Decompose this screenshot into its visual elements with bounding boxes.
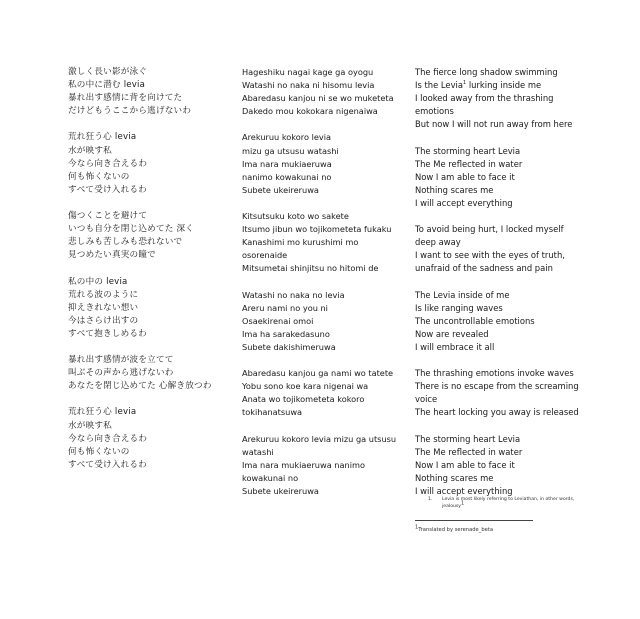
lyric-line: Itsumo jibun wo tojikometeta fukaku xyxy=(242,224,392,235)
lyric-line: 今なら向き合えるわ xyxy=(68,158,148,169)
lyric-line: あなたを閉じ込めてた 心解き放つわ xyxy=(68,381,212,392)
lyric-line: Dakedo mou kokokara nigenaiwa xyxy=(242,106,378,117)
lyric-line: 今なら向き合えるわ xyxy=(68,433,148,444)
romaji-stanza xyxy=(242,289,412,354)
lyric-line: Watashi no naka ni hisomu levia xyxy=(242,80,375,91)
lyric-line: 私の中の levia xyxy=(68,276,128,287)
footnote-text-body: Levia is most likely referring to Leviathan, in other words, jealousy xyxy=(442,497,575,509)
lyric-line: 私の中に潜む levia xyxy=(68,80,146,91)
romaji-stanza xyxy=(242,210,412,275)
lyric-line: unafraid of the sadness and pain xyxy=(415,263,553,274)
lyric-line: 見つめたい真実の瞳で xyxy=(68,250,156,261)
lyric-line: The Levia inside of me xyxy=(415,289,510,300)
english-stanza xyxy=(415,66,575,131)
english-stanza xyxy=(415,145,575,210)
footnote-text-sup: 1 xyxy=(461,500,465,507)
lyric-line: Ima nara mukiaeruwa xyxy=(242,158,332,169)
lyric-line: I want to see with the eyes of truth, xyxy=(415,250,565,261)
lyric-line: Now are revealed xyxy=(415,328,489,339)
lyric-line: Arekuruu kokoro levia mizu ga utsusu xyxy=(242,433,397,444)
romaji-stanza xyxy=(242,131,412,196)
lyric-line: Hageshiku nagai kage ga oyogu xyxy=(242,67,374,77)
lyric-line: すべて受け入れるわ xyxy=(68,459,147,470)
credit-sup: 1 xyxy=(415,524,419,531)
japanese-stanza xyxy=(68,210,238,262)
english-stanza xyxy=(415,289,575,354)
lyric-line: There is no escape from the screaming xyxy=(415,381,579,392)
credit-text: Translated by serenade_beta xyxy=(418,527,494,533)
japanese-lyrics-column xyxy=(68,66,238,485)
footnote-number: 1. xyxy=(428,497,433,502)
lyric-line: Nothing scares me xyxy=(415,472,494,483)
lyric-line: すべて受け入れるわ xyxy=(68,184,147,195)
lyric-line: Subete ukeireruwa xyxy=(242,184,319,195)
footnote-marker: 1 xyxy=(463,80,467,87)
lyric-line: Mitsumetai shinjitsu no hitomi de xyxy=(242,263,379,274)
lyric-line: 暴れ出す感情に背を向けてた xyxy=(68,93,183,104)
lyric-line: 荒れ狂う心 levia xyxy=(68,407,137,418)
japanese-stanza xyxy=(68,354,238,393)
japanese-stanza xyxy=(68,66,238,118)
romaji-stanza xyxy=(242,367,412,419)
romaji-stanza xyxy=(242,433,412,498)
footnote-text xyxy=(442,496,578,510)
lyric-line: 抑えきれない想い xyxy=(68,302,139,313)
lyric-line xyxy=(415,79,575,92)
lyric-line: いつも自分を閉じ込めてた 深く xyxy=(68,224,195,235)
lyric-line: kowakunai no xyxy=(242,472,299,483)
lyric-line: Arekuruu kokoro levia xyxy=(242,132,332,143)
lyric-line: The heart locking you away is released xyxy=(415,407,579,418)
lyric-line: The storming heart Levia xyxy=(415,433,521,444)
lyric-line: Areru nami no you ni xyxy=(242,302,328,313)
japanese-stanza xyxy=(68,406,238,471)
lyric-line: The storming heart Levia xyxy=(415,145,521,156)
lyric-line: Ima nara mukiaeruwa nanimo xyxy=(242,459,365,470)
lyric-line: tokihanatsuwa xyxy=(242,407,303,418)
lyric-line: Is like ranging waves xyxy=(415,302,503,313)
lyric-line: I will accept everything xyxy=(415,197,513,208)
lyric-line: I will embrace it all xyxy=(415,341,495,352)
lyric-line: Yobu sono koe kara nigenai wa xyxy=(242,381,369,392)
lyric-line: Kanashimi mo kurushimi mo xyxy=(242,237,359,248)
lyric-line: 水が映す私 xyxy=(68,145,112,156)
lyric-line: 何も怖くないの xyxy=(68,446,130,457)
lyric-line: 荒れ狂う心 levia xyxy=(68,132,137,143)
japanese-stanza xyxy=(68,131,238,196)
lyric-line: osorenaide xyxy=(242,250,288,261)
lyric-line: nanimo kowakunai no xyxy=(242,171,332,182)
lyric-line: 今はさらけ出すの xyxy=(68,315,139,326)
lyric-line: Now I am able to face it xyxy=(415,171,515,182)
lyric-line: 傷つくことを避けて xyxy=(68,211,148,222)
lyric-line: Subete dakishimeruwa xyxy=(242,341,336,352)
lyric-line: mizu ga utsusu watashi xyxy=(242,145,339,156)
lyric-line: emotions xyxy=(415,106,454,117)
lyric-line: I will accept everything xyxy=(415,486,513,496)
lyric-line: The uncontrollable emotions xyxy=(415,315,535,326)
lyric-line: Abaredasu kanjou ni se wo muketeta xyxy=(242,93,394,104)
lyric-line: だけどもうここから逃げないわ xyxy=(68,106,192,117)
lyric-line: Anata wo tojikometeta kokoro xyxy=(242,394,365,405)
lyric-line: The Me reflected in water xyxy=(415,158,523,169)
romaji-lyrics-column xyxy=(242,66,412,511)
lyric-line: deep away xyxy=(415,237,461,248)
english-stanza xyxy=(415,433,575,498)
lyric-line: Ima ha sarakedasuno xyxy=(242,328,330,339)
lyric-line: 水が映す私 xyxy=(68,420,112,431)
lyric-line: To avoid being hurt, I locked myself xyxy=(415,224,564,235)
footnote-list xyxy=(428,496,578,510)
lyric-line: watashi xyxy=(242,446,274,457)
lyric-line: Now I am able to face it xyxy=(415,459,515,470)
lyric-fragment: lurking inside me xyxy=(468,80,542,91)
lyric-line: The fierce long shadow swimming xyxy=(415,67,558,77)
lyric-line: The Me reflected in water xyxy=(415,446,523,457)
english-lyrics-column xyxy=(415,66,579,511)
lyric-line: The thrashing emotions invoke waves xyxy=(415,368,574,379)
lyric-line: 暴れ出す感情が波を立てて xyxy=(68,355,174,366)
lyric-line: voice xyxy=(415,394,438,405)
lyric-line: I looked away from the thrashing xyxy=(415,93,554,104)
lyric-line: 叫ぶその声から逃げないわ xyxy=(68,368,174,379)
footnote-divider xyxy=(415,520,533,521)
lyric-fragment: Is the Levia xyxy=(415,80,463,91)
romaji-stanza xyxy=(242,66,412,118)
lyric-line: Abaredasu kanjou ga nami wo tatete xyxy=(242,368,394,379)
lyric-line: Osaekirenai omoi xyxy=(242,315,314,326)
lyric-line: Nothing scares me xyxy=(415,184,494,195)
lyric-line: 荒れる波のように xyxy=(68,289,139,300)
lyric-line: 何も怖くないの xyxy=(68,171,130,182)
lyric-line: But now I will not run away from here xyxy=(415,119,573,130)
lyric-line: Kitsutsuku koto wo sakete xyxy=(242,211,349,222)
lyric-line: Subete ukeireruwa xyxy=(242,486,319,496)
english-stanza xyxy=(415,223,575,275)
lyric-line: 激しく長い影が泳ぐ xyxy=(68,67,148,77)
lyric-line: 悲しみも苦しみも恐れないで xyxy=(68,237,183,248)
english-stanza xyxy=(415,367,579,419)
translator-credit xyxy=(415,524,494,533)
lyric-line: Watashi no naka no levia xyxy=(242,289,345,300)
japanese-stanza xyxy=(68,276,238,341)
lyric-line: すべて抱きしめるわ xyxy=(68,328,147,339)
